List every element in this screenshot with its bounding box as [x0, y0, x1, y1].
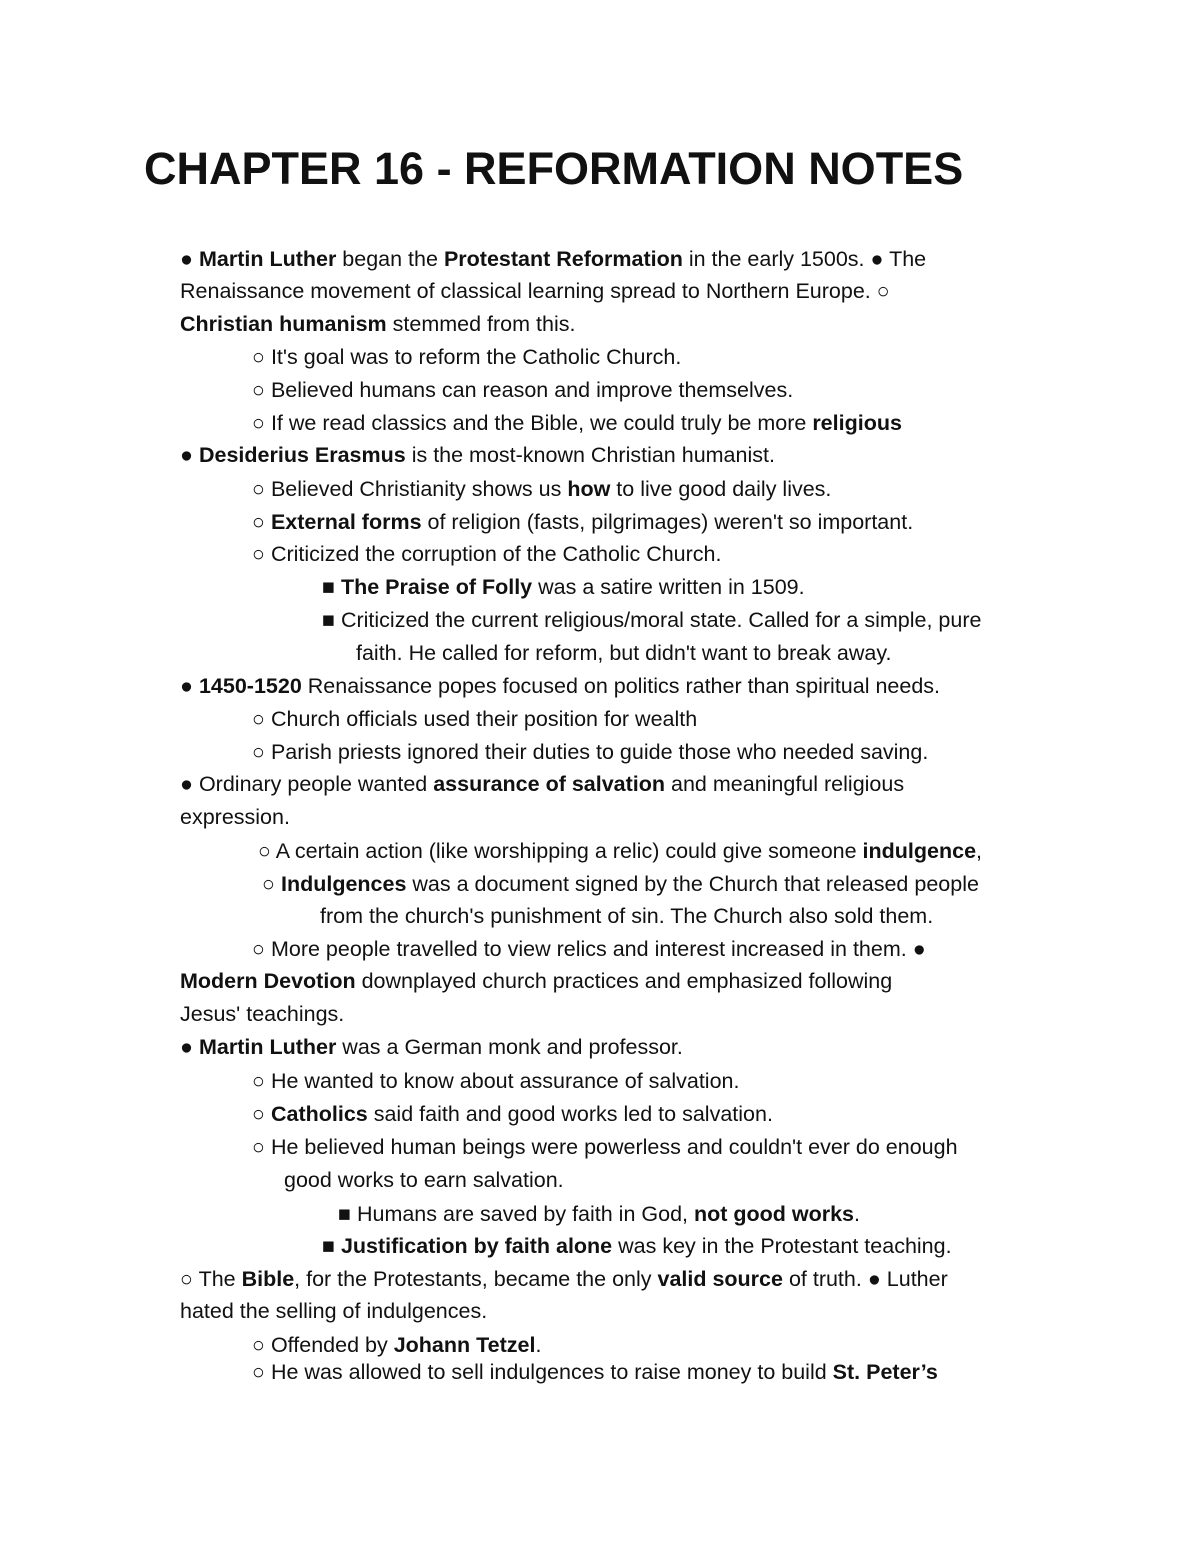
bold-term: Martin Luther [198, 1035, 337, 1059]
note-text: expression. [180, 805, 290, 829]
note-line [322, 1231, 952, 1261]
note-text: ○ [252, 510, 271, 534]
note-line [252, 1357, 938, 1387]
note-text: in the early 1500s. ● The [682, 247, 927, 271]
bold-term: not good works [693, 1202, 855, 1226]
bold-term: Martin Luther [198, 247, 337, 271]
note-text: of religion (fasts, pilgrimages) weren't so important. [421, 510, 914, 534]
note-line [252, 507, 913, 537]
bold-term: religious [812, 411, 902, 435]
note-text: from the church's punishment of sin. The Church also sold them. [320, 904, 934, 928]
note-text: ○ [262, 872, 281, 896]
note-text: ○ Believed humans can reason and improve themselves. [252, 378, 794, 402]
note-text: ○ Church officials used their position for wealth [252, 707, 698, 731]
note-line [252, 375, 793, 405]
note-text: ■ Criticized the current religious/moral state. Called for a simple, pure [322, 608, 982, 632]
note-line [252, 474, 831, 504]
note-text: ○ Believed Christianity shows us [252, 477, 568, 501]
note-text: of truth. ● Luther [782, 1267, 948, 1291]
note-text: was a document signed by the Church that released people [406, 872, 979, 896]
note-text: ■ [322, 1234, 341, 1258]
note-line [180, 440, 775, 470]
note-text: to live good daily lives. [610, 477, 832, 501]
note-line [180, 1264, 948, 1294]
bold-term: assurance of salvation [433, 772, 666, 796]
bold-term: Modern Devotion [180, 969, 356, 993]
note-line [252, 1330, 541, 1360]
note-line [252, 1132, 958, 1162]
note-line [320, 901, 933, 931]
note-line [180, 1032, 683, 1062]
bold-term: indulgence [862, 839, 977, 863]
note-line [180, 999, 344, 1029]
note-line [180, 966, 892, 996]
note-text: ● Ordinary people wanted [180, 772, 434, 796]
note-line [252, 704, 697, 734]
note-text: ● [180, 443, 199, 467]
note-text: faith. He called for reform, but didn't want to break away. [356, 641, 892, 665]
note-line [180, 671, 940, 701]
bold-term: Desiderius Erasmus [198, 443, 406, 467]
note-line [252, 342, 681, 372]
bold-term: Justification by faith alone [340, 1234, 613, 1258]
note-text: ■ Humans are saved by faith in God, [338, 1202, 694, 1226]
note-text: ● [180, 1035, 199, 1059]
bold-term: valid source [657, 1267, 783, 1291]
note-text: downplayed church practices and emphasized following [355, 969, 893, 993]
note-text: Renaissance popes focused on politics rather than spiritual needs. [301, 674, 941, 698]
note-line [180, 769, 904, 799]
note-line [180, 276, 890, 306]
bold-term: Protestant Reformation [443, 247, 683, 271]
note-text: ● [180, 674, 199, 698]
bold-term: how [567, 477, 611, 501]
note-text: ○ He believed human beings were powerless and couldn't ever do enough [252, 1135, 958, 1159]
note-line [322, 572, 805, 602]
note-text: said faith and good works led to salvation. [367, 1102, 773, 1126]
note-line [356, 638, 892, 668]
bold-term: Bible [241, 1267, 295, 1291]
note-text: stemmed from this. [386, 312, 576, 336]
note-text: Renaissance movement of classical learning spread to Northern Europe. ○ [180, 279, 890, 303]
note-line [252, 934, 926, 964]
note-text: hated the selling of indulgences. [180, 1299, 488, 1323]
note-text: was key in the Protestant teaching. [612, 1234, 952, 1258]
note-text: and meaningful religious [665, 772, 905, 796]
note-text: ○ Parish priests ignored their duties to guide those who needed saving. [252, 740, 929, 764]
note-text: Jesus' teachings. [180, 1002, 345, 1026]
note-line [252, 737, 928, 767]
note-text: is the most-known Christian humanist. [405, 443, 775, 467]
bold-term: Indulgences [280, 872, 407, 896]
note-line [338, 1199, 860, 1229]
note-text: ○ He wanted to know about assurance of salvation. [252, 1069, 740, 1093]
note-line [262, 869, 979, 899]
note-text: ○ [252, 1102, 271, 1126]
note-text: ○ Criticized the corruption of the Catholic Church. [252, 542, 722, 566]
note-text: was a satire written in 1509. [532, 575, 805, 599]
note-text: ■ [322, 575, 341, 599]
note-text: ○ It's goal was to reform the Catholic Church. [252, 345, 682, 369]
note-line [180, 309, 575, 339]
bold-term: St. Peter’s [832, 1360, 938, 1384]
note-line [284, 1165, 564, 1195]
note-text: ○ The [180, 1267, 242, 1291]
note-text: good works to earn salvation. [284, 1168, 564, 1192]
note-text: was a German monk and professor. [336, 1035, 683, 1059]
note-line [258, 836, 982, 866]
bold-term: Johann Tetzel [393, 1333, 536, 1357]
bold-term: The Praise of Folly [340, 575, 533, 599]
bold-term: External forms [270, 510, 422, 534]
note-line [180, 802, 290, 832]
note-text: ○ He was allowed to sell indulgences to raise money to build [252, 1360, 833, 1384]
note-text: . [854, 1202, 860, 1226]
note-line [252, 1099, 773, 1129]
bold-term: 1450-1520 [198, 674, 302, 698]
note-line [322, 605, 981, 635]
note-line [252, 408, 902, 438]
note-text: ○ A certain action (like worshipping a relic) could give someone [258, 839, 863, 863]
note-text: , for the Protestants, became the only [294, 1267, 658, 1291]
note-line [252, 1066, 739, 1096]
note-line [252, 539, 721, 569]
page-title: CHAPTER 16 - REFORMATION NOTES [144, 143, 964, 194]
note-text: began the [336, 247, 444, 271]
bold-term: Catholics [270, 1102, 368, 1126]
note-text: ○ More people travelled to view relics and interest increased in them. ● [252, 937, 926, 961]
note-text: ● [180, 247, 199, 271]
note-text: , [976, 839, 983, 863]
note-text: ○ Offended by [252, 1333, 394, 1357]
note-line [180, 1296, 487, 1326]
note-text: . [535, 1333, 542, 1357]
note-text: ○ If we read classics and the Bible, we could truly be more [252, 411, 813, 435]
note-line [180, 244, 926, 274]
bold-term: Christian humanism [180, 312, 387, 336]
